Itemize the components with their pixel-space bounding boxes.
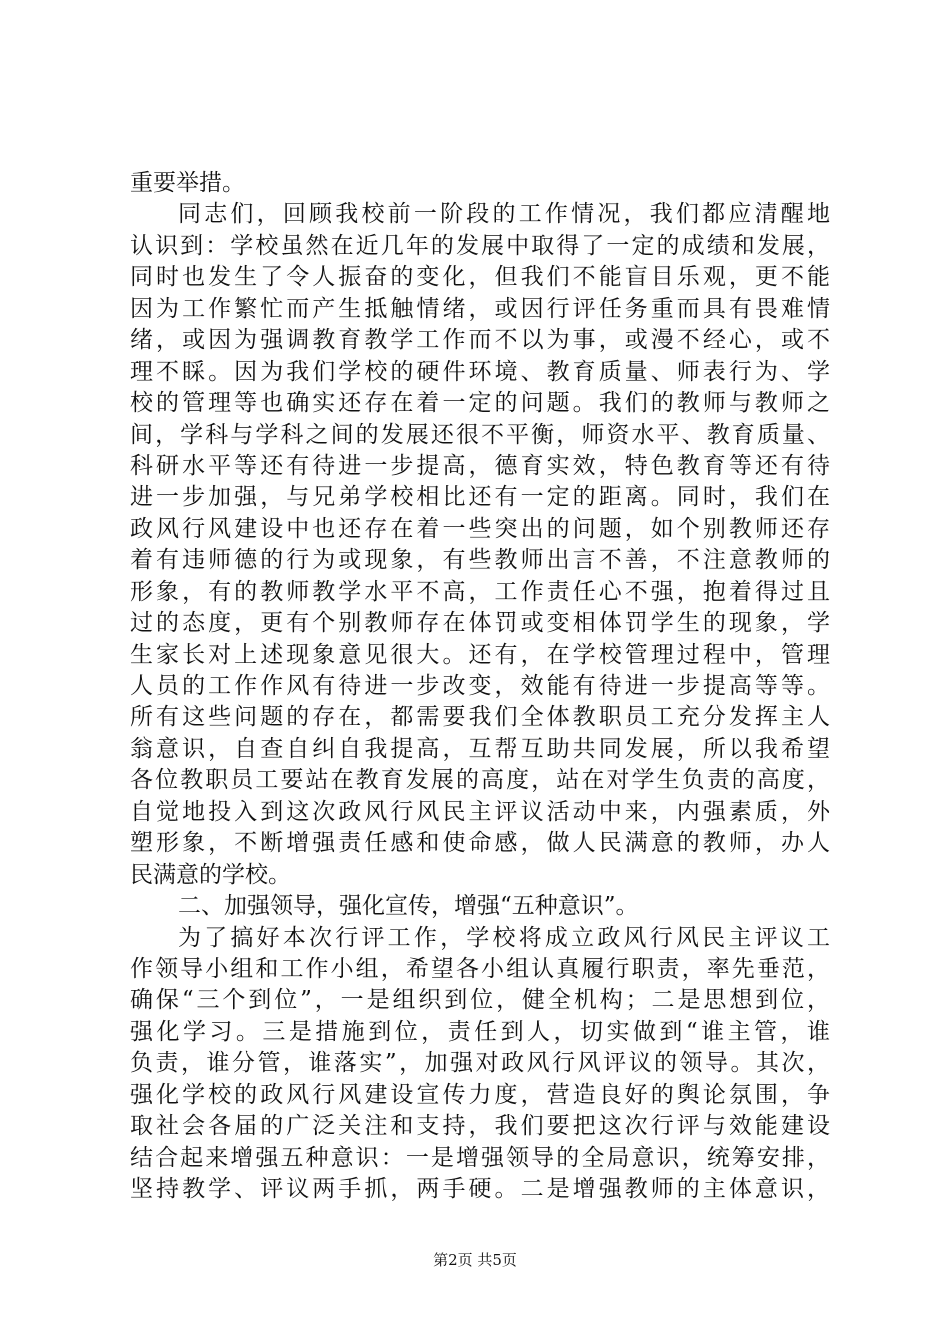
text-line: 自觉地投入到这次政风行风民主评议活动中来，内强素质，外 [130,798,830,825]
text-line: 校的管理等也确实还存在着一定的问题。我们的教师与教师之 [130,390,830,417]
text-line: 二、加强领导，强化宣传，增强“五种意识”。 [178,893,639,920]
document-body [130,168,830,1205]
text-line: 理不睬。因为我们学校的硬件环境、教育质量、师表行为、学 [130,358,830,385]
text-line: 负责，谁分管，谁落实”，加强对政风行风评议的领导。其次， [130,1050,830,1077]
text-line: 取社会各届的广泛关注和支持，我们要把这次行评与效能建设 [130,1113,830,1140]
text-line: 生家长对上述现象意见很大。还有，在学校管理过程中，管理 [130,641,830,668]
text-line: 为了搞好本次行评工作，学校将成立政风行风民主评议工 [178,924,830,951]
text-line: 进一步加强，与兄弟学校相比还有一定的距离。同时，我们在 [130,484,830,511]
text-line: 作领导小组和工作小组，希望各小组认真履行职责，率先垂范， [130,955,830,982]
text-line: 绪，或因为强调教育教学工作而不以为事，或漫不经心，或不 [130,327,830,354]
text-line: 所有这些问题的存在，都需要我们全体教职员工充分发挥主人 [130,704,830,731]
page-number-footer: 第2页 共5页 [433,1251,517,1269]
text-line: 各位教职员工要站在教育发展的高度，站在对学生负责的高度， [130,767,830,794]
text-line: 重要举措。 [130,170,245,196]
text-line: 民满意的学校。 [130,861,291,888]
text-line: 坚持教学、评议两手抓，两手硬。二是增强教师的主体意识， [130,1176,830,1202]
text-line: 确保“三个到位”，一是组织到位，健全机构；二是思想到位， [130,987,830,1014]
text-line: 翁意识，自查自纠自我提高，互帮互助共同发展，所以我希望 [130,735,830,762]
text-line: 同志们，回顾我校前一阶段的工作情况，我们都应清醒地 [178,201,830,228]
text-line: 过的态度，更有个别教师存在体罚或变相体罚学生的现象，学 [130,610,830,637]
text-line: 人员的工作作风有待进一步改变，效能有待进一步提高等等。 [130,673,830,699]
text-line: 强化学校的政风行风建设宣传力度，营造良好的舆论氛围，争 [130,1081,830,1108]
text-line: 政风行风建设中也还存在着一些突出的问题，如个别教师还存 [130,515,830,542]
text-line: 间，学科与学科之间的发展还很不平衡，师资水平、教育质量、 [130,421,830,448]
text-line: 科研水平等还有待进一步提高，德育实效，特色教育等还有待 [130,452,830,479]
text-line: 结合起来增强五种意识：一是增强领导的全局意识，统筹安排， [130,1144,830,1171]
text-line: 着有违师德的行为或现象，有些教师出言不善，不注意教师的 [130,547,830,574]
text-line: 形象，有的教师教学水平不高，工作责任心不强，抱着得过且 [130,578,830,605]
text-line: 塑形象，不断增强责任感和使命感，做人民满意的教师，办人 [130,830,830,857]
text-line: 认识到：学校虽然在近几年的发展中取得了一定的成绩和发展， [130,232,830,259]
text-line: 同时也发生了令人振奋的变化，但我们不能盲目乐观，更不能 [130,264,830,291]
text-line: 强化学习。三是措施到位，责任到人，切实做到“谁主管，谁 [130,1018,830,1045]
text-line: 因为工作繁忙而产生抵触情绪，或因行评任务重而具有畏难情 [130,295,830,322]
